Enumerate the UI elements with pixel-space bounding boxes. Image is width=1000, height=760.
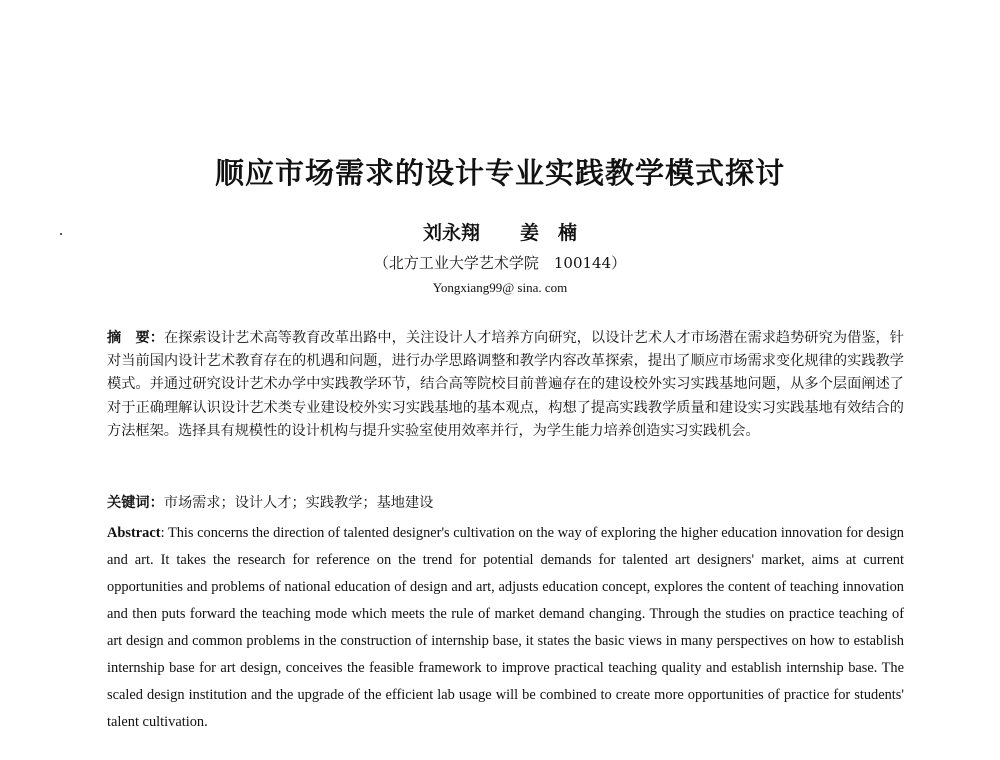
keywords-label: 关键词： xyxy=(107,495,164,511)
keywords-text: 市场需求；设计人才；实践教学；基地建设 xyxy=(163,495,434,511)
abstract-english-separator: : xyxy=(160,525,168,541)
abstract-chinese-text: 在探索设计艺术高等教育改革出路中，关注设计人才培养方向研究，以设计艺术人才市场潜在需求趋势研究为借鉴，针对当前国内设计艺术教育存在的机遇和问题，进行办学思路调整和教学内容改革探索，提出了顺应市场需求变化规律的实践教学模式。并通过研究设计艺术办学中实践教学环节，结合高等院校目前普遍存在的建设校外实习实践基地问题，从多个层面阐述了对于正确理解认识设计艺术类专业建设校外实习实践基地的基本观点，构想了提高实践教学质量和建设实习实践基地有效结合的方法框架。选择具有规模性的设计机构与提升实验室使用效率并行，为学生能力培养创造实习实践机会。 xyxy=(107,330,904,439)
paper-title: 顺应市场需求的设计专业实践教学模式探讨 xyxy=(214,156,785,190)
abstract-chinese-label: 摘 要： xyxy=(107,330,164,346)
author-name: 刘永翔 xyxy=(422,222,480,244)
author-name: 姜 楠 xyxy=(520,222,578,244)
abstract-chinese xyxy=(107,327,904,443)
abstract-english-label: Abstract xyxy=(107,525,161,541)
abstract-english-text: This concerns the direction of talented designer's cultivation on the way of exploring the higher education innovation for design and art. It takes the research for reference on the trend for potential demands for talented art designers' market, aims at current opportunities and problems of national education of design and art, adjusts education concept, explores the content of teaching innovation and then puts forward the teaching mode which meets the rule of market demand changing. Through the studies on practice teaching of art design and common problems in the construction of internship base, it states the basic views in many perspectives on how to establish internship base for art design, conceives the feasible framework to improve practical teaching quality and establish internship base. The scaled design institution and the upgrade of the efficient lab usage will be combined to create more opportunities of practice for students' talent cultivation. xyxy=(107,525,904,730)
author-affiliation: （北方工业大学艺术学院 100144） xyxy=(373,254,627,272)
abstract-english xyxy=(107,520,904,736)
keywords xyxy=(107,492,904,515)
author-list xyxy=(0,218,1000,245)
author-email: Yongxiang99@ sina. com xyxy=(432,280,568,295)
